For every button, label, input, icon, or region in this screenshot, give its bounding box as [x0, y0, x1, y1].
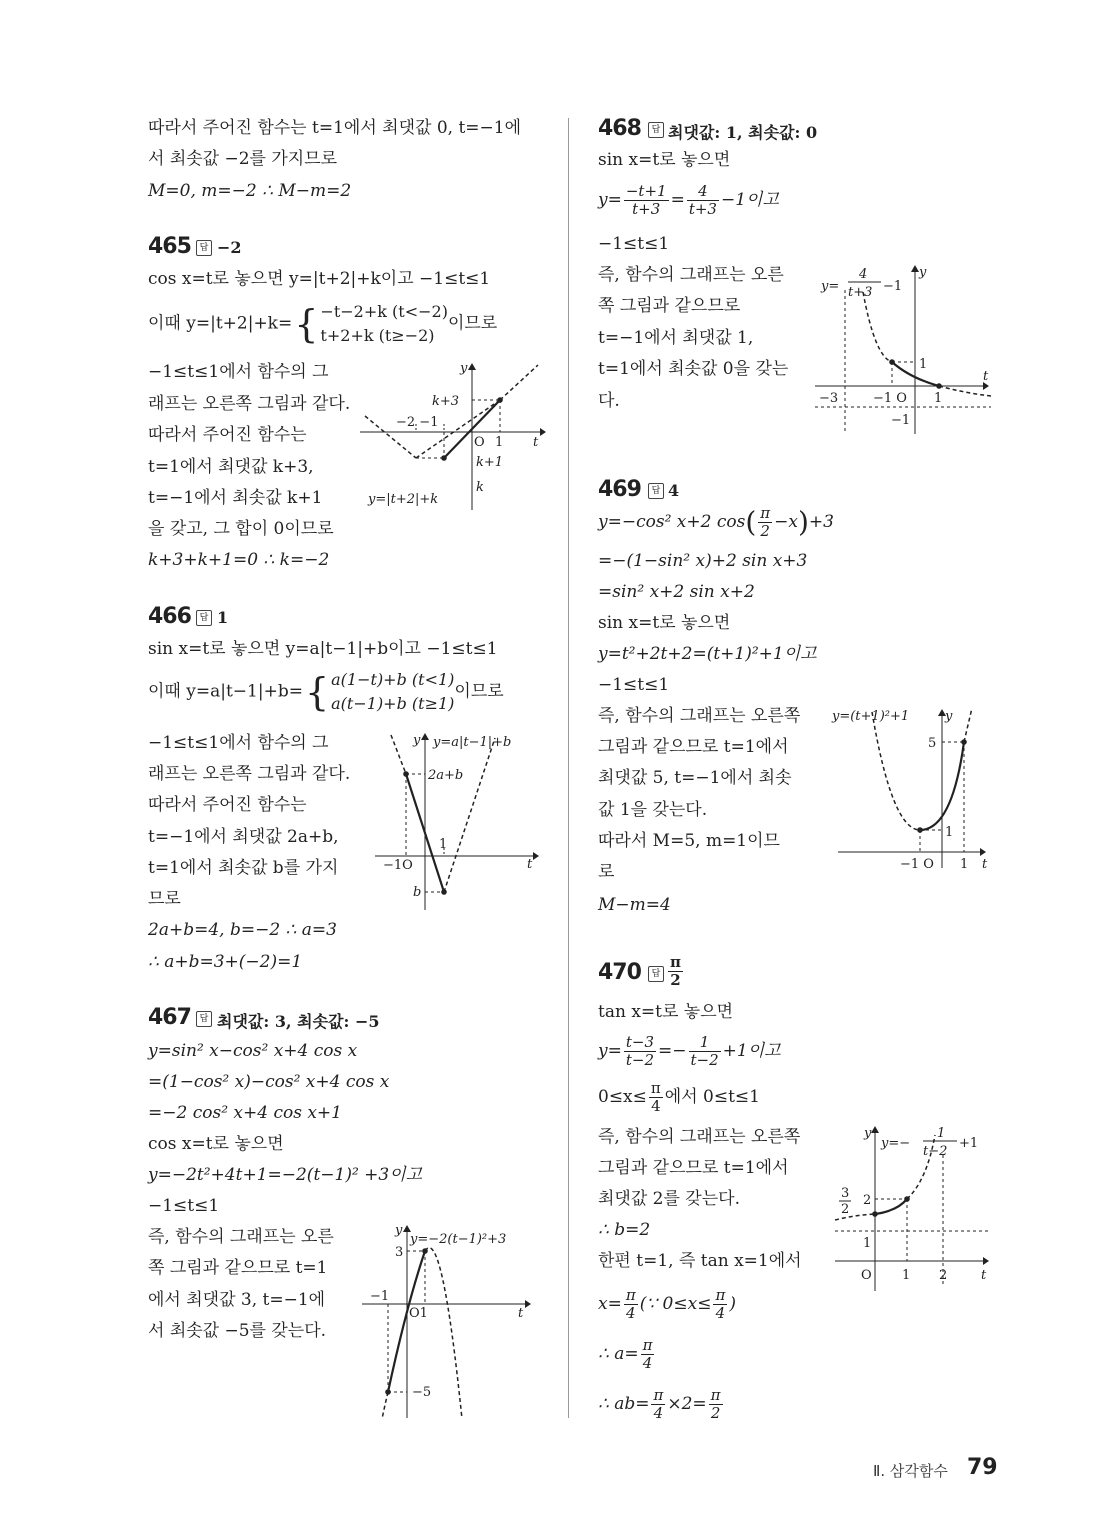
p466-body-6: 므로: [148, 889, 181, 909]
frac-num: 4: [687, 183, 719, 201]
answer-470: [666, 954, 685, 989]
brace-icon: {: [304, 670, 330, 714]
p467-line-3: =−2 cos² x+4 cos x+1: [148, 1103, 342, 1123]
p466-body-4: t=−1에서 최댓값 2a+b,: [148, 827, 339, 847]
frac-num: π: [715, 1286, 726, 1304]
p466-body-5: t=1에서 최솟값 b를 가지: [148, 858, 339, 878]
frac-num: −t+1: [625, 182, 667, 200]
graph-equation: y=a|t−1|+b: [433, 735, 512, 750]
endpoint-dot: [403, 771, 409, 777]
endpoint-dot: [917, 827, 923, 833]
p465-final: k+3+k+1=0 ∴ k=−2: [148, 550, 330, 570]
endpoint-dot: [422, 1248, 428, 1254]
p469-body-1: 즉, 함수의 그래프는 오른쪽: [598, 706, 801, 726]
p465-body-3: 따라서 주어진 함수는: [148, 425, 307, 445]
p466-final-2: ∴ a+b=3+(−2)=1: [148, 952, 303, 972]
graph-equation: y=−: [881, 1136, 911, 1151]
p467-line-1: y=sin² x−cos² x+4 cos x: [148, 1041, 358, 1061]
p470-line-1: tan x=t로 놓으면: [598, 1002, 734, 1022]
origin-tick: O1: [409, 1306, 428, 1321]
problem-number-469: 469: [598, 477, 641, 502]
p466-cases-suffix: 이므로: [454, 681, 504, 702]
brace-icon: {: [294, 302, 319, 346]
frac-num: π: [642, 1336, 653, 1354]
p466-body-2: 래프는 오른쪽 그림과 같다.: [148, 764, 351, 784]
label-k: k: [476, 480, 484, 495]
frac-den: 4: [651, 1097, 661, 1115]
y-label: y: [460, 361, 468, 376]
eq-den: t+3: [848, 285, 873, 300]
label-five: 5: [928, 736, 937, 751]
frac-den: 2: [760, 522, 770, 540]
p468-line-2: [598, 180, 779, 220]
p467-line-5: y=−2t²+4t+1=−2(t−1)² +3이고: [148, 1165, 423, 1185]
answer-468: 최댓값: 1, 최솟값: 0: [668, 123, 818, 142]
p469-body-5: 따라서 M=5, m=1이므: [598, 831, 780, 851]
p469-body-4: 값 1을 갖는다.: [598, 800, 708, 820]
p470-body-5: 한편 t=1, 즉 tan x=1에서: [598, 1251, 802, 1271]
arrow-icon: [980, 848, 986, 856]
frac-den: 2: [710, 1404, 721, 1422]
p470-body-4: ∴ b=2: [598, 1220, 651, 1240]
arrow-icon: [525, 1300, 531, 1308]
graph-468: [815, 262, 995, 437]
label-one: 1: [945, 825, 954, 840]
p465-case-1: −t−2+k (t<−2): [320, 302, 448, 321]
p469-line-4: sin x=t로 놓으면: [598, 613, 731, 633]
p466-cases-line: [148, 668, 504, 724]
p470-l2-prefix: y=: [598, 1041, 622, 1061]
tick-one: 1: [495, 435, 504, 450]
p466-final-1: 2a+b=4, b=−2 ∴ a=3: [148, 920, 337, 940]
paren-close-icon: ): [797, 505, 809, 539]
p468-line-1: sin x=t로 놓으면: [598, 150, 731, 170]
p470-l2-eq: =−: [658, 1041, 687, 1061]
graph-equation: y=|t+2|+k: [368, 492, 439, 507]
answer-badge: 답: [196, 610, 212, 626]
dashed-branch-left: [391, 735, 406, 774]
problem-number-467: 467: [148, 1005, 191, 1030]
p470-line-6: [598, 1384, 725, 1424]
answer-badge: 답: [196, 240, 212, 256]
dashed-branch-right: [444, 738, 495, 892]
p468-body-2: 쪽 그림과 같으므로: [598, 296, 741, 316]
p465-body-1: −1≤t≤1에서 함수의 그: [148, 362, 329, 382]
tick-neg-three: −3: [819, 391, 839, 406]
p465-cases-suffix: 이므로: [447, 313, 498, 334]
p470-line-4: [598, 1284, 736, 1324]
arrow-icon: [540, 428, 546, 436]
p465-case-2: t+2+k (t≥−2): [320, 326, 435, 345]
eq-num: 1: [937, 1126, 946, 1141]
tick-one: 1: [439, 837, 448, 852]
frac-den: 4: [653, 1404, 664, 1422]
p467-body-1: 즉, 함수의 그래프는 오른: [148, 1227, 334, 1247]
p469-body-7: M−m=4: [598, 895, 671, 915]
endpoint-dot: [497, 397, 503, 403]
p468-body-5: 다.: [598, 391, 620, 411]
p468-body-1: 즉, 함수의 그래프는 오른: [598, 265, 784, 285]
t-label: t: [983, 369, 989, 384]
p469-line-5: y=t²+2t+2=(t+1)²+1이고: [598, 644, 817, 664]
label-b: b: [413, 885, 422, 900]
label-k3: k+3: [432, 394, 460, 409]
p470-line-3: [598, 1077, 760, 1117]
graph-466: [375, 730, 545, 912]
p466-body-3: 따라서 주어진 함수는: [148, 795, 307, 815]
problem-number-465: 465: [148, 234, 191, 259]
paren-open-icon: (: [745, 505, 757, 539]
p470-line-2: [598, 1031, 781, 1071]
dashed-branch-right: [500, 365, 538, 400]
t-label: t: [981, 1268, 987, 1283]
label-k1: k+1: [476, 455, 504, 470]
endpoint-dot: [441, 455, 447, 461]
frac-num: π: [670, 953, 681, 971]
p469-l1-mid: −x: [774, 512, 798, 532]
intro-line-1: 따라서 주어진 함수는 t=1에서 최댓값 0, t=−1에: [148, 118, 521, 138]
tick-one: 1: [960, 857, 969, 872]
tick-one: 1: [902, 1268, 911, 1283]
p470-l4-mid: (∵ 0≤x≤: [639, 1294, 712, 1314]
graph-equation: y=(t+1)²+1: [832, 709, 910, 724]
endpoint-dot: [872, 1211, 878, 1217]
p469-line-2: =−(1−sin² x)+2 sin x+3: [598, 551, 808, 571]
p466-case-1: a(1−t)+b (t<1): [331, 670, 455, 689]
p465-body-6: 을 갖고, 그 합이 0이므로: [148, 519, 334, 539]
p469-line-3: =sin² x+2 sin x+2: [598, 582, 755, 602]
label-neg-five: −5: [412, 1385, 432, 1400]
frac-den: 2: [670, 971, 681, 989]
frac-den: 4: [642, 1354, 653, 1372]
dashed-curve: [382, 1392, 388, 1419]
answer-467: 최댓값: 3, 최솟값: −5: [217, 1012, 380, 1031]
tick-neg: −2 −1: [396, 415, 439, 430]
answer-badge: 답: [648, 966, 664, 982]
graph-469: [832, 700, 992, 875]
endpoint-dot: [889, 359, 895, 365]
frac-den: t+3: [688, 200, 717, 218]
problem-number-468: 468: [598, 116, 641, 141]
arrow-icon: [983, 1257, 989, 1265]
p470-l4-prefix: x=: [598, 1294, 622, 1314]
arrow-icon: [403, 1225, 411, 1232]
tick-neg: −1O: [383, 858, 413, 873]
dashed-curve: [964, 708, 972, 742]
label-three: 3: [395, 1245, 404, 1260]
t-label: t: [982, 857, 988, 872]
answer-465: −2: [217, 238, 242, 257]
answer-466: 1: [217, 608, 229, 627]
endpoint-dot: [961, 739, 967, 745]
p466-line-1: sin x=t로 놓으면 y=a|t−1|+b이고 −1≤t≤1: [148, 639, 498, 659]
p467-body-4: 서 최솟값 −5를 갖는다.: [148, 1321, 327, 1341]
tick-neg-one: −1 O: [900, 857, 934, 872]
p469-line-1: [598, 502, 834, 542]
p466-case-2: a(t−1)+b (t≥1): [331, 694, 455, 713]
p470-body-2: 그림과 같으므로 t=1에서: [598, 1158, 789, 1178]
p467-line-2: =(1−cos² x)−cos² x+4 cos x: [148, 1072, 390, 1092]
p468-body-3: t=−1에서 최댓값 1,: [598, 328, 754, 348]
p467-line-4: cos x=t로 놓으면: [148, 1134, 284, 1154]
p470-l3-suffix: 에서 0≤t≤1: [664, 1087, 760, 1107]
answer-badge: 답: [648, 122, 664, 138]
label-2ab: 2a+b: [428, 768, 464, 783]
arrow-icon: [871, 1126, 879, 1133]
p470-body-1: 즉, 함수의 그래프는 오른쪽: [598, 1127, 801, 1147]
p470-l4-suffix: ): [729, 1294, 736, 1314]
eq-tail: +1: [959, 1136, 979, 1151]
label-three-halves-num: 3: [841, 1186, 850, 1201]
solid-curve: [875, 1199, 907, 1214]
arrow-icon: [911, 265, 919, 272]
answer-469: 4: [668, 481, 680, 500]
problem-number-470: 470: [598, 960, 641, 985]
endpoint-dot: [385, 1389, 391, 1395]
endpoint-dot: [936, 383, 942, 389]
y-label: y: [395, 1223, 403, 1238]
tick-one: 1: [934, 391, 943, 406]
frac-num: π: [653, 1386, 664, 1404]
page-number: 79: [967, 1455, 998, 1480]
answer-badge: 답: [196, 1011, 212, 1027]
p470-body-3: 최댓값 2를 갖는다.: [598, 1189, 740, 1209]
frac-num: π: [650, 1079, 661, 1097]
p467-body-3: 에서 최댓값 3, t=−1에: [148, 1290, 326, 1310]
problem-number-466: 466: [148, 604, 191, 629]
frac-num: 1: [689, 1034, 721, 1052]
p470-l3-prefix: 0≤x≤: [598, 1087, 647, 1107]
p465-body-2: 래프는 오른쪽 그림과 같다.: [148, 394, 351, 414]
frac-num: π: [710, 1386, 721, 1404]
answer-badge: 답: [648, 483, 664, 499]
intro-line-3: M=0, m=−2 ∴ M−m=2: [148, 181, 352, 201]
intro-line-2: 서 최솟값 −2를 가지므로: [148, 149, 338, 169]
arrow-icon: [533, 852, 539, 860]
p468-l2-prefix: y=: [598, 190, 622, 210]
p465-cases-prefix: 이때 y=|t+2|+k=: [148, 313, 293, 334]
dashed-curve: [872, 712, 920, 830]
frac-den: 4: [626, 1304, 636, 1322]
p470-l6-mid: ×2=: [667, 1394, 707, 1414]
graph-465: [360, 360, 545, 520]
t-label: t: [527, 857, 533, 872]
p468-body-4: t=1에서 최솟값 0을 갖는: [598, 359, 789, 379]
y-label: y: [413, 733, 421, 748]
graph-equation: y=−2(t−1)²+3: [410, 1232, 507, 1247]
p465-body-4: t=1에서 최댓값 k+3,: [148, 457, 314, 477]
p468-l2-eq: =: [670, 190, 685, 210]
frac-num: π: [760, 504, 771, 522]
tick-neg: −1: [370, 1289, 390, 1304]
p470-l5-prefix: ∴ a=: [598, 1344, 639, 1364]
label-three-halves-den: 2: [841, 1202, 850, 1217]
frac-num: π: [625, 1286, 636, 1304]
eq-den: t−2: [923, 1144, 948, 1159]
p469-body-2: 그림과 같으므로 t=1에서: [598, 737, 789, 757]
p469-l1-suffix: +3: [808, 512, 834, 532]
p467-line-6: −1≤t≤1: [148, 1196, 220, 1216]
endpoint-dot: [904, 1196, 910, 1202]
tick-neg-one: −1 O: [873, 391, 907, 406]
column-divider: [568, 118, 569, 1418]
y-label: y: [945, 709, 953, 724]
label-one: 1: [919, 357, 928, 372]
p469-line-6: −1≤t≤1: [598, 675, 670, 695]
frac-den: t−2: [690, 1051, 719, 1069]
arrow-icon: [421, 733, 429, 740]
p469-l1-prefix: y=−cos² x+2 cos: [598, 512, 746, 532]
graph-467: [362, 1224, 547, 1420]
origin-label: O: [474, 435, 485, 450]
p468-line-3: −1≤t≤1: [598, 234, 670, 254]
graph-470: [835, 1125, 995, 1295]
t-label: t: [533, 435, 539, 450]
p466-cases-prefix: 이때 y=a|t−1|+b=: [148, 681, 303, 702]
p468-l2-suffix: −1이고: [720, 190, 779, 210]
frac-den: t+3: [632, 200, 661, 218]
p469-body-3: 최댓값 5, t=−1에서 최솟: [598, 768, 792, 788]
eq-num: 4: [859, 267, 868, 282]
p465-line-1: cos x=t로 놓으면 y=|t+2|+k이고 −1≤t≤1: [148, 269, 491, 289]
endpoint-dot: [441, 889, 447, 895]
p465-body-5: t=−1에서 최솟값 k+1: [148, 488, 323, 508]
arrow-icon: [468, 363, 476, 370]
dashed-curve: [863, 292, 892, 362]
y-label: y: [864, 1126, 872, 1141]
tick-two: 2: [939, 1268, 948, 1283]
frac-den: 4: [715, 1304, 726, 1322]
p469-body-6: 로: [598, 862, 615, 882]
eq-tail: −1: [883, 279, 903, 294]
chapter-title: Ⅱ. 삼각함수: [873, 1462, 948, 1480]
origin-label: O: [861, 1268, 872, 1283]
t-label: t: [518, 1306, 524, 1321]
label-one: 1: [863, 1236, 872, 1251]
p467-body-2: 쪽 그림과 같으므로 t=1: [148, 1258, 328, 1278]
p470-l6-prefix: ∴ ab=: [598, 1394, 650, 1414]
p470-l2-suffix: +1이고: [722, 1041, 781, 1061]
y-label: y: [919, 265, 927, 280]
p466-body-1: −1≤t≤1에서 함수의 그: [148, 733, 329, 753]
frac-den: t−2: [625, 1051, 654, 1069]
graph-equation: y=: [821, 279, 840, 294]
p465-cases-line: [148, 300, 497, 356]
label-two: 2: [863, 1193, 872, 1208]
frac-num: t−3: [625, 1033, 654, 1051]
label-neg-one: −1: [891, 413, 911, 428]
p470-line-5: [598, 1334, 656, 1374]
